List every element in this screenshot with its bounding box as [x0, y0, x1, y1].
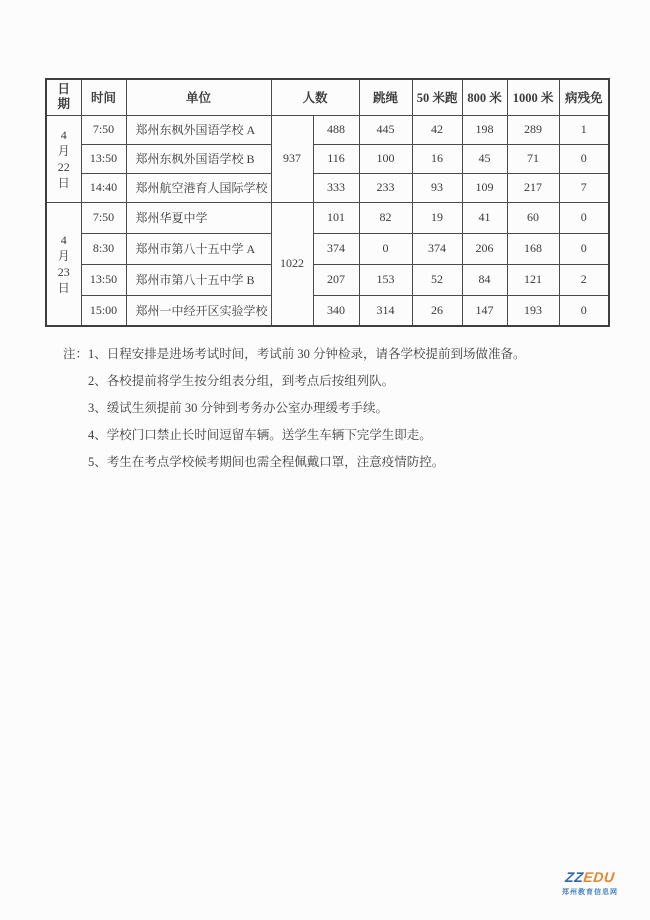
cell-date-apr23	[46, 202, 81, 326]
date-char: 4	[60, 232, 67, 247]
cell-run1000: 60	[507, 202, 559, 233]
date-char: 4	[60, 127, 67, 142]
table-row	[46, 173, 609, 202]
cell-exempt: 0	[559, 202, 609, 233]
date-char: 日	[57, 175, 70, 190]
cell-unit: 郑州市第八十五中学 B	[126, 264, 271, 295]
cell-group-total: 937	[271, 115, 313, 202]
cell-count: 116	[313, 144, 359, 173]
cell-run50: 52	[412, 264, 462, 295]
note-line-2: 2、各校提前将学生按分组表分组，到考点后按组列队。	[88, 374, 395, 388]
cell-rope: 82	[359, 202, 412, 233]
cell-exempt: 0	[559, 233, 609, 264]
cell-unit: 郑州一中经开区实验学校	[126, 295, 271, 326]
cell-group-total: 1022	[271, 202, 313, 326]
cell-exempt: 0	[559, 144, 609, 173]
logo-zz: ZZ	[564, 869, 585, 885]
header-run50: 50 米跑	[412, 79, 462, 115]
cell-run800: 198	[462, 115, 507, 144]
header-unit: 单位	[126, 79, 271, 115]
cell-run50: 374	[412, 233, 462, 264]
cell-run800: 206	[462, 233, 507, 264]
cell-rope: 153	[359, 264, 412, 295]
logo-tagline: 郑州教育信息网	[562, 889, 618, 896]
cell-time: 7:50	[81, 202, 126, 233]
note-text: 1、日程安排是进场考试时间，考试前 30 分钟检录，请各学校提前到场做准备。	[88, 347, 526, 361]
date-char: 月	[57, 143, 70, 158]
header-rope: 跳绳	[359, 79, 412, 115]
zzedu-logo-text	[556, 870, 624, 885]
table-row	[46, 233, 609, 264]
table-row	[46, 264, 609, 295]
cell-unit: 郑州东枫外国语学校 A	[126, 115, 271, 144]
date-char: 22	[57, 159, 70, 174]
cell-rope: 100	[359, 144, 412, 173]
cell-run1000: 193	[507, 295, 559, 326]
table-row	[46, 144, 609, 173]
cell-unit: 郑州东枫外国语学校 B	[126, 144, 271, 173]
cell-rope: 233	[359, 173, 412, 202]
exam-schedule-table	[45, 78, 610, 327]
cell-run800: 45	[462, 144, 507, 173]
cell-count: 333	[313, 173, 359, 202]
header-exempt: 病残免	[559, 79, 609, 115]
cell-date-apr22	[46, 115, 81, 202]
header-count: 人数	[271, 79, 359, 115]
cell-time: 8:30	[81, 233, 126, 264]
notes-section	[63, 347, 603, 482]
cell-run1000: 217	[507, 173, 559, 202]
cell-run1000: 71	[507, 144, 559, 173]
date-char: 月	[57, 248, 70, 263]
cell-run50: 93	[412, 173, 462, 202]
cell-run50: 19	[412, 202, 462, 233]
cell-run800: 147	[462, 295, 507, 326]
cell-run800: 84	[462, 264, 507, 295]
note-line-4: 4、学校门口禁止长时间逗留车辆。送学生车辆下完学生即走。	[88, 428, 432, 442]
cell-rope: 314	[359, 295, 412, 326]
zzedu-logo	[557, 870, 623, 897]
cell-unit: 郑州华夏中学	[126, 202, 271, 233]
cell-run800: 109	[462, 173, 507, 202]
cell-count: 101	[313, 202, 359, 233]
cell-run50: 42	[412, 115, 462, 144]
table-row	[46, 115, 609, 144]
cell-count: 374	[313, 233, 359, 264]
note-prefix: 注：	[63, 347, 89, 361]
header-date-line2: 期	[57, 97, 70, 112]
cell-time: 13:50	[81, 144, 126, 173]
cell-unit: 郑州市第八十五中学 A	[126, 233, 271, 264]
header-time: 时间	[81, 79, 126, 115]
cell-time: 14:40	[81, 173, 126, 202]
cell-count: 488	[313, 115, 359, 144]
cell-run1000: 289	[507, 115, 559, 144]
cell-exempt: 7	[559, 173, 609, 202]
cell-count: 207	[313, 264, 359, 295]
cell-run1000: 121	[507, 264, 559, 295]
cell-run800: 41	[462, 202, 507, 233]
cell-time: 13:50	[81, 264, 126, 295]
cell-time: 15:00	[81, 295, 126, 326]
table-header-row	[46, 79, 609, 115]
cell-run50: 26	[412, 295, 462, 326]
cell-count: 340	[313, 295, 359, 326]
note-line-1	[63, 347, 603, 362]
date-char: 23	[57, 264, 70, 279]
cell-rope: 0	[359, 233, 412, 264]
date-char: 日	[57, 280, 70, 295]
header-run800: 800 米	[462, 79, 507, 115]
cell-exempt: 2	[559, 264, 609, 295]
header-date-line1: 日	[57, 82, 70, 97]
note-line-3: 3、缓试生须提前 30 分钟到考务办公室办理缓考手续。	[88, 401, 389, 415]
cell-rope: 445	[359, 115, 412, 144]
cell-run50: 16	[412, 144, 462, 173]
cell-exempt: 0	[559, 295, 609, 326]
note-line-5: 5、考生在考点学校候考期间也需全程佩戴口罩，注意疫情防控。	[88, 455, 445, 469]
table-row	[46, 202, 609, 233]
header-run1000: 1000 米	[507, 79, 559, 115]
logo-edu: EDU	[582, 869, 616, 885]
cell-unit: 郑州航空港育人国际学校	[126, 173, 271, 202]
table-row	[46, 295, 609, 326]
cell-exempt: 1	[559, 115, 609, 144]
cell-time: 7:50	[81, 115, 126, 144]
header-date	[46, 79, 81, 115]
cell-run1000: 168	[507, 233, 559, 264]
